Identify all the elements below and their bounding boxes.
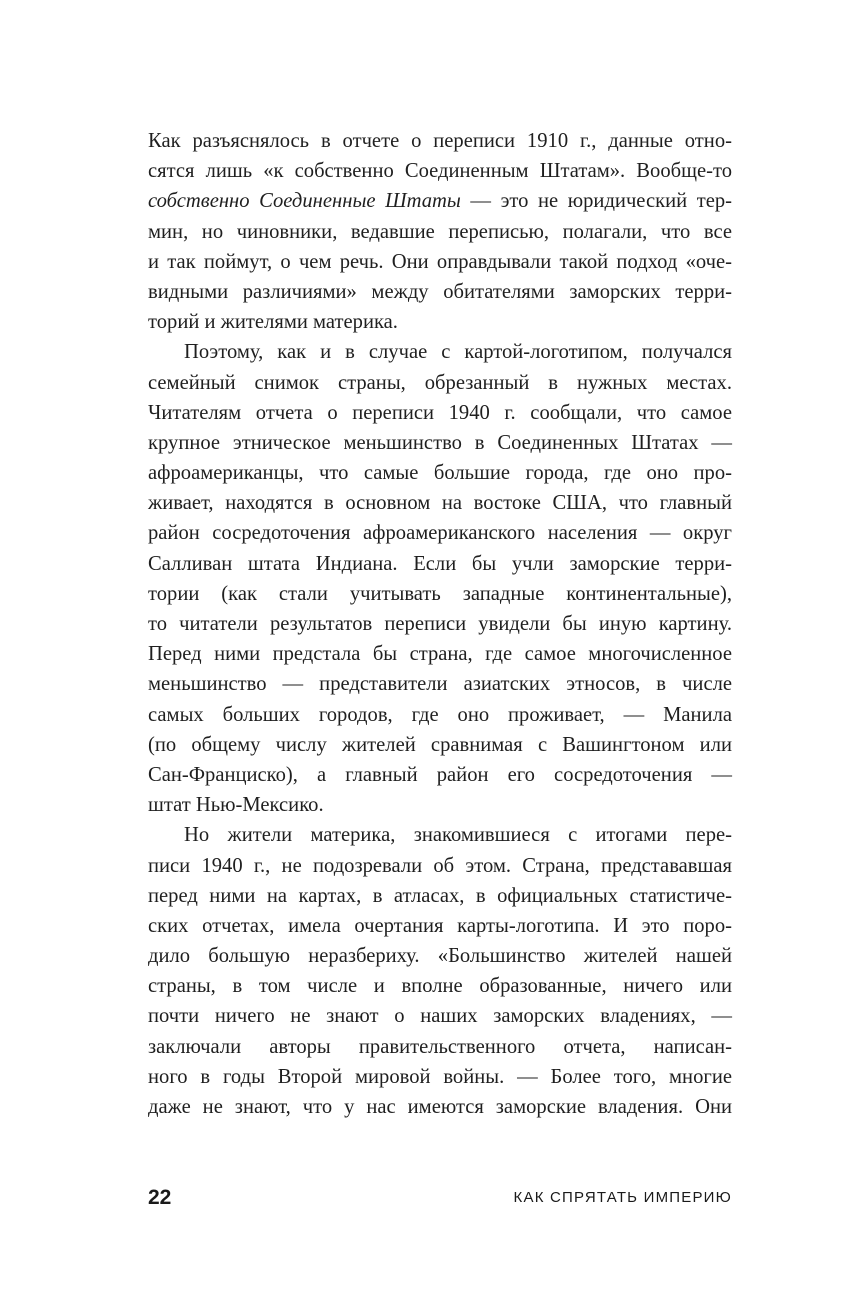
- text-line: район сосредоточения афроамериканского населения — округ: [148, 522, 732, 545]
- running-title: КАК СПРЯТАТЬ ИМПЕРИЮ: [513, 1189, 732, 1206]
- text-line: заключали авторы правительственного отчета, написан-: [148, 1035, 732, 1058]
- text-line: Перед ними предстала бы страна, где самое многочисленное: [148, 643, 732, 666]
- text-line: самых больших городов, где оно проживает, — Манила: [148, 703, 732, 726]
- page-number: 22: [148, 1186, 172, 1209]
- text-line: собственно Соединенные Штаты — это не юридический тер-: [148, 190, 733, 213]
- text-line: и так поймут, о чем речь. Они оправдывали такой подход «оче-: [148, 250, 732, 273]
- text-line: страны, в том числе и вполне образованные, ничего или: [148, 975, 732, 998]
- text-line: дило большую неразбериху. «Большинство жителей нашей: [148, 945, 732, 968]
- text-line: афроамериканцы, что самые большие города, где оно про-: [148, 462, 732, 485]
- text-line: меньшинство — представители азиатских этносов, в числе: [148, 673, 732, 696]
- text-line: сятся лишь «к собственно Соединенным Штатам». Вообще-то: [148, 160, 732, 183]
- text-line: ного в годы Второй мировой войны. — Более того, многие: [148, 1065, 732, 1088]
- text-line: перед ними на картах, в атласах, в официальных статистиче-: [148, 884, 732, 907]
- text-line: почти ничего не знают о наших заморских владениях, —: [148, 1005, 732, 1028]
- text-line: Читателям отчета о переписи 1940 г. сообщали, что самое: [148, 401, 732, 424]
- text-line: писи 1940 г., не подозревали об этом. Страна, представавшая: [148, 854, 732, 877]
- body-text: [148, 126, 732, 1122]
- paragraph-1: [148, 126, 732, 337]
- text-line: (по общему числу жителей сравнимая с Вашингтоном или: [148, 733, 732, 756]
- paragraph-3: [148, 820, 732, 1122]
- text-line: семейный снимок страны, обрезанный в нужных местах.: [148, 371, 732, 394]
- text-line: Сан-Франциско), а главный район его сосредоточения —: [148, 763, 732, 786]
- paragraph-2: [148, 337, 732, 820]
- page-footer: [148, 1183, 732, 1213]
- text-line: торий и жителями материка.: [148, 311, 398, 334]
- text-line: тории (как стали учитывать западные континентальные),: [148, 582, 732, 605]
- italic-phrase: собственно Соединенные Штаты: [148, 190, 461, 213]
- text-line: Поэтому, как и в случае с картой-логотипом, получался: [184, 341, 732, 364]
- text-line: ских отчетах, имела очертания карты-логотипа. И это поро-: [148, 914, 732, 937]
- text-line: то читатели результатов переписи увидели бы иную картину.: [148, 613, 732, 635]
- text-line: штат Нью-Мексико.: [148, 794, 324, 817]
- text-line: мин, но чиновники, ведавшие переписью, полагали, что все: [148, 220, 732, 243]
- text-line: Но жители материка, знакомившиеся с итогами пере-: [184, 824, 732, 847]
- text-line: живает, находятся в основном на востоке США, что главный: [148, 492, 732, 515]
- text-line: Салливан штата Индиана. Если бы учли заморские терри-: [148, 552, 732, 575]
- text-line: Как разъяснялось в отчете о переписи 1910 г., данные отно-: [148, 130, 732, 152]
- text-line: даже не знают, что у нас имеются заморские владения. Они: [148, 1096, 732, 1118]
- text-line: видными различиями» между обитателями заморских терри-: [148, 280, 732, 303]
- text-line: крупное этническое меньшинство в Соединенных Штатах —: [148, 431, 732, 454]
